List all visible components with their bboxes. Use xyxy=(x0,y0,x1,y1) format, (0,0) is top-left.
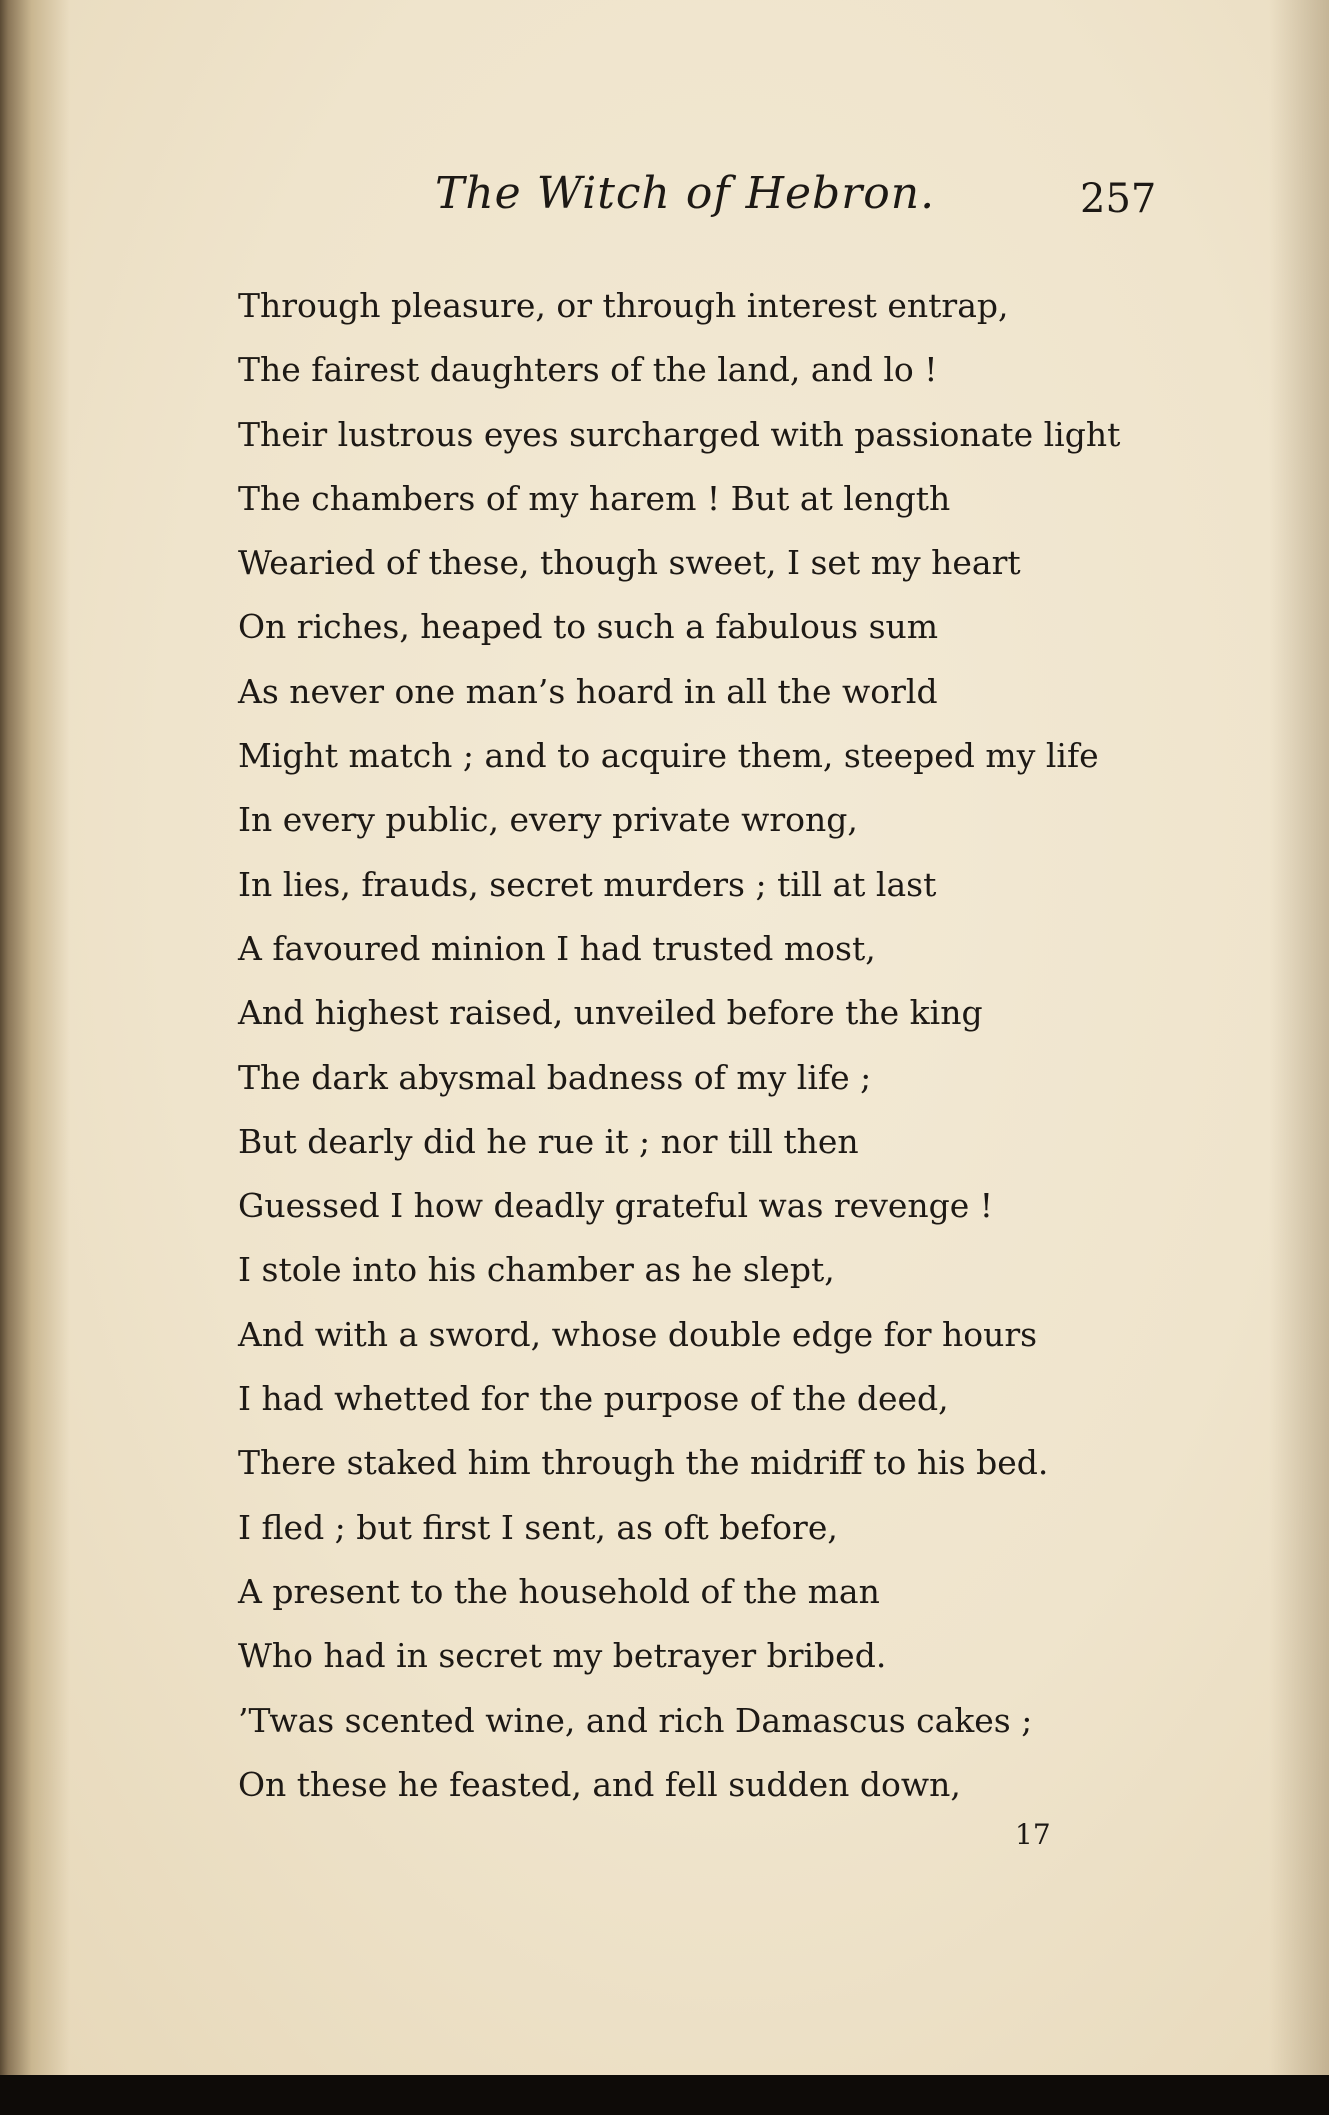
poem-line: Guessed I how deadly grateful was revenge ! xyxy=(238,1186,994,1226)
poem-line: Who had in secret my betrayer bribed. xyxy=(238,1636,887,1676)
poem-line: In every public, every private wrong, xyxy=(238,800,858,840)
poem-line: In lies, frauds, secret murders ; till at last xyxy=(238,864,937,904)
poem-line: On riches, heaped to such a fabulous sum xyxy=(238,607,939,647)
poem-line: I fled ; but first I sent, as oft before, xyxy=(238,1507,838,1547)
poem-line: The fairest daughters of the land, and lo ! xyxy=(238,350,938,390)
poem-text xyxy=(238,274,1138,1817)
poem-line: Might match ; and to acquire them, steeped my life xyxy=(238,736,1099,776)
poem-line: A favoured minion I had trusted most, xyxy=(238,928,876,968)
running-title: The Witch of Hebron. xyxy=(435,168,936,219)
poem-line: The chambers of my harem ! But at length xyxy=(238,478,951,518)
poem-line: Wearied of these, though sweet, I set my heart xyxy=(238,543,1021,583)
poem-line: There staked him through the midriff to his bed. xyxy=(238,1443,1049,1483)
poem-line: A present to the household of the man xyxy=(238,1571,880,1611)
poem-line: As never one man’s hoard in all the world xyxy=(238,671,938,711)
poem-line: I had whetted for the purpose of the deed, xyxy=(238,1379,949,1419)
poem-line: But dearly did he rue it ; nor till then xyxy=(238,1121,859,1161)
poem-line: ’Twas scented wine, and rich Damascus cakes ; xyxy=(238,1700,1033,1740)
page-edge-shadow xyxy=(1269,0,1329,2075)
signature-mark: 17 xyxy=(1015,1818,1051,1851)
page-number: 257 xyxy=(1080,176,1157,222)
poem-line: I stole into his chamber as he slept, xyxy=(238,1250,835,1290)
poem-line: Through pleasure, or through interest entrap, xyxy=(238,286,1009,325)
poem-line: Their lustrous eyes surcharged with passionate light xyxy=(238,414,1121,454)
poem-line: On these he feasted, and fell sudden down, xyxy=(238,1764,961,1804)
poem-line: The dark abysmal badness of my life ; xyxy=(238,1057,872,1097)
book-spine-shadow xyxy=(0,0,70,2075)
poem-line: And highest raised, unveiled before the king xyxy=(238,993,983,1033)
poem-line: And with a sword, whose double edge for hours xyxy=(238,1314,1038,1354)
scan-bottom-border xyxy=(0,2075,1329,2115)
